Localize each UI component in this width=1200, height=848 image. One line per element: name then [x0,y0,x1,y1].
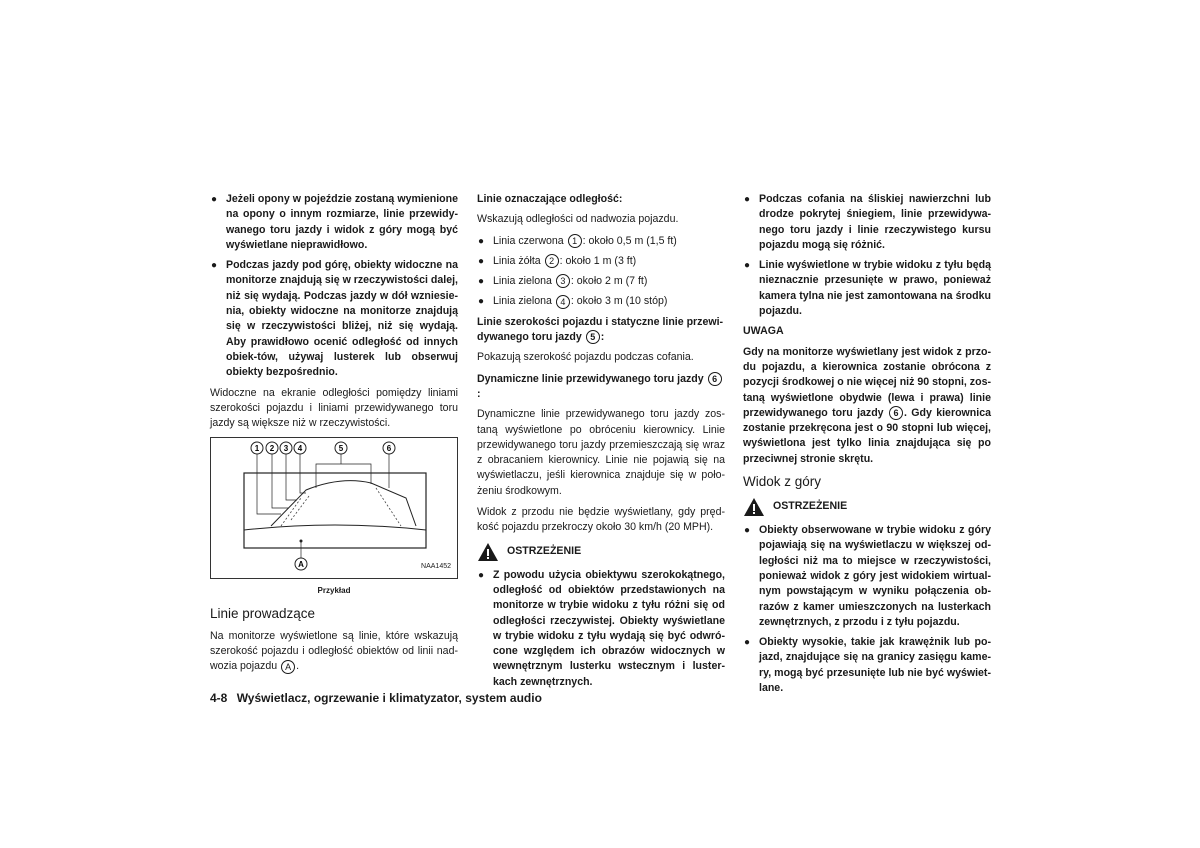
callout-4-label: 4 [297,444,303,454]
bullet-text: Obiekty wysokie, takie jak krawężnik lub po-jazd, znajdujące się na granicy zasięgu kame-ry, mogą być przesunięte lub nie być wyświet-lane. [759,636,991,695]
leader-1 [257,454,281,514]
line-number: 1 [568,234,582,248]
heading-text: Linie szerokości pojazdu i statyczne linie przewi-dywanego toru jazdy [477,315,724,344]
heading-number: 5 [586,330,600,344]
warning-header-top-view [743,497,991,517]
warning-label: OSTRZEŻENIE [507,544,582,557]
bullet-text: Jeżeli opony w pojeździe zostaną wymienione na opony o innym rozmiarze, linie przewidy-wanego toru jazdy i widok z góry mogą być wyświetlane nieprawidłowo. [226,193,458,251]
heading-width-lines [477,315,725,346]
line-number: 2 [545,254,559,268]
note-text-part: Gdy na monitorze wyświetlany jest widok z przo-du pojazdu, a kierownica zostanie obrócona z pozycji środkowej o nie więcej niż 90 stopni, zos-taną wyświetlone obydwie (lewa i prawa) linie przewidywanego toru jazdy [743,345,991,419]
callout-1-label: 1 [254,444,260,454]
bullet-dot: ● [744,260,751,272]
guide-lines-figure [210,437,458,579]
bullet-dot: ● [478,235,485,247]
bullet-tire-change [210,192,458,253]
bullet-dot: ● [211,194,218,205]
callout-3-label: 3 [283,444,289,454]
monitor-outline [244,473,426,548]
warning-bullet-tall-objects [743,635,991,696]
note-text [743,345,991,467]
note-number: 6 [889,406,903,420]
list-item-line-green-2m [477,274,725,289]
bullet-dot: ● [744,194,751,205]
paragraph-dynamic-lines: Dynamiczne linie przewidywanego toru jazdy zos-taną wyświetlone po obróceniu kierownicy. Linie przewidywanego toru jazdy przemieszczają się wraz z obracaniem kierownicy. Linie nie pojawią się na wyświetlaczu, jeśli kierownica znajduje się w poło-żeniu środkowym. [477,408,725,497]
guide-lines-diagram [211,438,457,578]
line-name: Linia czerwona [493,234,564,247]
bullet-text: Podczas cofania na śliskiej nawierzchni lub drodze pokrytej śniegiem, linie przewidywa-nego toru jazdy i linie rzeczywistego kursu pojazdu mogą się różnić. [759,193,991,251]
figure-caption: Przykład [317,586,351,596]
line-number: 3 [556,274,570,288]
bullet-camera-offset [743,258,991,319]
list-item-line-yellow [477,254,725,269]
paragraph-text: Na monitorze wyświetlone są linie, które wskazują szerokość pojazdu i odległość obiektów od linii nad-wozia pojazdu [210,629,458,673]
callout-2-label: 2 [269,444,275,454]
heading-end: : [600,331,605,344]
warning-bullet-virtual-view [743,523,991,630]
paragraph-front-view-speed: Widok z przodu nie będzie wyświetlany, gdy pręd-kość pojazdu przekroczy około 30 km/h (20 MPH). [477,506,725,534]
column-middle [477,192,725,695]
line-distance: : około 1 m (3 ft) [559,254,637,267]
bullet-dot: ● [478,255,485,267]
warning-header [477,542,725,562]
predicted-course-lines [271,481,416,526]
bullet-text: Obiekty obserwowane w trybie widoku z góry pojawiają się na wyświetlaczu w większej od-ległości niż ma to miejsce w rzeczywistości, ponieważ widok z góry jest widokiem wirtual-nym powstającym w wyniku połączenia ob-razów z kamer umieszczonych na lusterkach zewnętrznych, z przodu i z tyłu pojazdu. [759,524,991,628]
warning-triangle-icon [477,542,499,562]
paragraph-guide-lines [210,629,458,675]
figure-code: NAA1452 [421,563,451,571]
bullet-dot: ● [478,569,485,581]
ref-a: A [281,660,295,674]
line-distance: : około 2 m (7 ft) [570,275,648,288]
bullet-dot: ● [744,525,751,537]
section-title-top-view: Widok z góry [743,474,822,490]
paragraph-distance-lines: Wskazują odległości od nadwozia pojazdu. [477,213,679,226]
bullet-slippery-surface [743,192,991,253]
list-item-line-green-3m [477,294,725,309]
bullet-dot: ● [211,260,218,272]
point-a [300,540,303,543]
bullet-dot: ● [478,276,485,288]
section-title-guide-lines: Linie prowadzące [210,605,316,621]
heading-dynamic-lines [477,372,725,403]
column-right [743,192,991,701]
callout-a-label: A [298,560,304,570]
paragraph-end: . [296,660,300,673]
page-number: 4-8 [210,691,228,705]
bullet-text: Z powodu użycia obiektywu szerokokątnego, odległość od obiektów przedstawionych na monitorze w trybie widoku z tyłu różni się od odległości rzeczywistej. Obiekty wyświetlane w trybie widoku z tyłu wydają się być odwró-cone względem ich obrazów widocznych w wewnętrznym lusterku wstecznym i luster-kach zewnętrznych. [493,568,725,688]
bullet-text: Linie wyświetlone w trybie widoku z tyłu będą nieznacznie przesunięte w prawo, ponieważ kamera tylna nie jest zamontowana na środku pojazdu. [759,259,991,318]
heading-number: 6 [708,372,722,386]
leader-3 [286,454,297,500]
width-line-right [376,488,401,526]
warning-triangle-icon [743,497,765,517]
note-label: UWAGA [743,325,784,338]
heading-end: : [477,387,481,400]
line-name: Linia zielona [493,295,552,308]
page-footer [210,691,542,705]
leader-5 [316,454,371,488]
line-distance: : około 3 m (10 stóp) [570,295,668,308]
heading-distance-lines: Linie oznaczające odległość: [477,193,623,205]
paragraph-distance-note: Widoczne na ekranie odległości pomiędzy liniami szerokości pojazdu i liniami przewidywanego toru jazdy są większe niż w rzeczywistości. [210,386,458,430]
column-left [210,192,458,681]
paragraph-width-lines: Pokazują szerokość pojazdu podczas cofania. [477,351,694,364]
chapter-title: Wyświetlacz, ogrzewanie i klimatyzator, system audio [236,691,542,705]
line-number: 4 [556,295,570,309]
warning-label: OSTRZEŻENIE [773,500,848,513]
line-name: Linia żółta [493,254,541,267]
list-item-line-red [477,234,725,249]
line-name: Linia zielona [493,275,552,288]
bullet-dot: ● [744,637,751,649]
callout-5-label: 5 [338,444,344,454]
heading-text: Dynamiczne linie przewidywanego toru jazdy [477,372,704,385]
bullet-hill-driving [210,258,458,380]
warning-bullet-wide-angle [477,568,725,690]
line-distance: : około 0,5 m (1,5 ft) [582,234,677,247]
callout-6-label: 6 [386,444,392,454]
bullet-dot: ● [478,296,485,308]
bullet-text: Podczas jazdy pod górę, obiekty widoczne na monitorze znajdują się w rzeczywistości dalej, niż się wydają. Podczas jazdy w dół wzniesie-nia, obiekty widoczne na monitorze znajdują się w rzeczywistości bliżej, niż się wydają. Aby prawidłowo ocenić odległość od innych obiek-tów, używaj lusterek lub obserwuj obiekty bezpośrednio. [226,259,458,379]
note-text-part: . Gdy kierownica zostanie przekręcona jest o 90 stopni lub więcej, wyświetlona jest tylko linia znajdująca się po przeciwnej stronie skrętu. [743,406,991,465]
